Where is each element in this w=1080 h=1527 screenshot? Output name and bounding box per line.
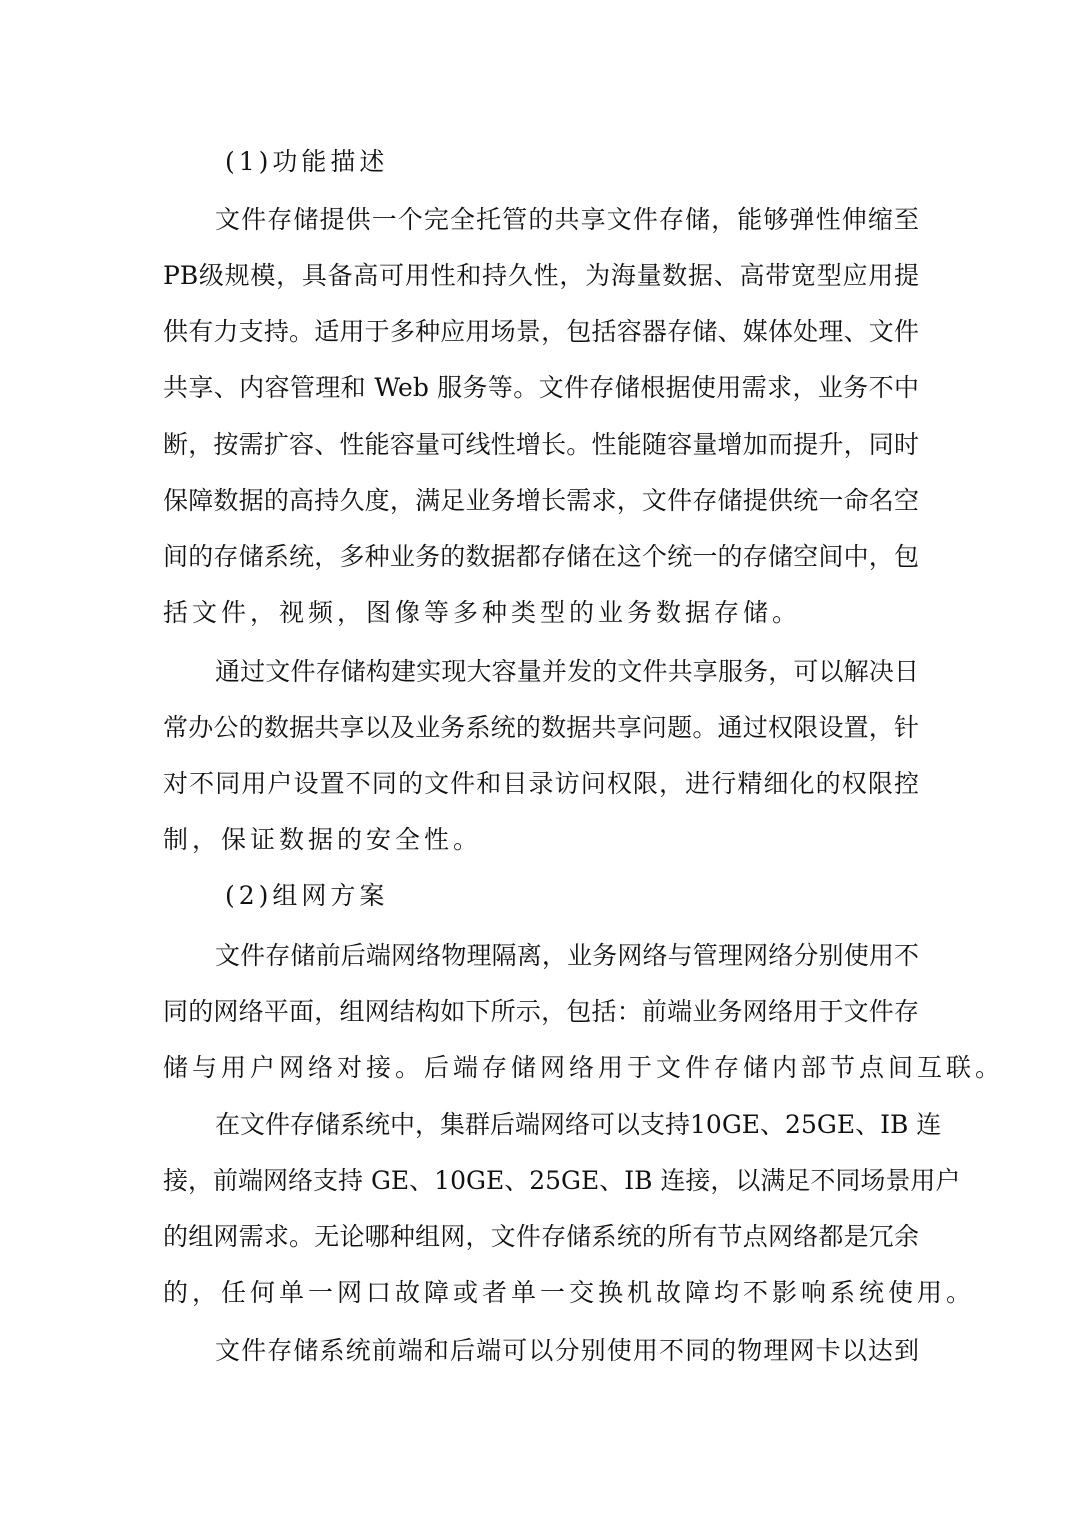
paragraph-line: 文件存储系统前端和后端可以分别使用不同的物理网卡以达到 — [215, 1336, 919, 1365]
paragraph-line: 通过文件存储构建实现大容量并发的文件共享服务，可以解决日 — [215, 657, 919, 686]
paragraph-line: 在文件存储系统中，集群后端网络可以支持10GE、25GE、IB 连 — [215, 1110, 942, 1139]
paragraph-line: PB级规模，具备高可用性和持久性，为海量数据、高带宽型应用提 — [163, 261, 919, 290]
paragraph-line: 的组网需求。无论哪种组网，文件存储系统的所有节点网络都是冗余 — [163, 1222, 919, 1251]
paragraph-line: 对不同用户设置不同的文件和目录访问权限，进行精细化的权限控 — [163, 769, 919, 798]
paragraph-line: 储与用户网络对接。后端存储网络用于文件存储内部节点间互联。 — [163, 1053, 1005, 1082]
paragraph-line: 常办公的数据共享以及业务系统的数据共享问题。通过权限设置，针 — [163, 713, 919, 742]
paragraph-line: 共享、内容管理和 Web 服务等。文件存储根据使用需求，业务不中 — [163, 373, 919, 402]
paragraph-line: 间的存储系统，多种业务的数据都存储在这个统一的存储空间中，包 — [163, 542, 919, 571]
paragraph-line: 括文件，视频，图像等多种类型的业务数据存储。 — [163, 598, 802, 627]
paragraph-line: 文件存储前后端网络物理隔离，业务网络与管理网络分别使用不 — [215, 941, 919, 970]
section-heading: (2)组网方案 — [225, 881, 389, 910]
paragraph-line: 同的网络平面，组网结构如下所示，包括：前端业务网络用于文件存 — [163, 997, 919, 1026]
paragraph-line: 断，按需扩容、性能容量可线性增长。性能随容量增加而提升，同时 — [163, 430, 919, 459]
paragraph-line: 制，保证数据的安全性。 — [163, 825, 483, 854]
paragraph-line: 的，任何单一网口故障或者单一交换机故障均不影响系统使用。 — [163, 1278, 976, 1307]
paragraph-line: 保障数据的高持久度，满足业务增长需求，文件存储提供统一命名空 — [163, 486, 919, 515]
paragraph-line: 供有力支持。适用于多种应用场景，包括容器存储、媒体处理、文件 — [163, 317, 919, 346]
paragraph-line: 接，前端网络支持 GE、10GE、25GE、IB 连接，以满足不同场景用户 — [163, 1166, 961, 1195]
paragraph-line: 文件存储提供一个完全托管的共享文件存储，能够弹性伸缩至 — [215, 205, 919, 234]
section-heading: (1)功能描述 — [225, 147, 389, 176]
